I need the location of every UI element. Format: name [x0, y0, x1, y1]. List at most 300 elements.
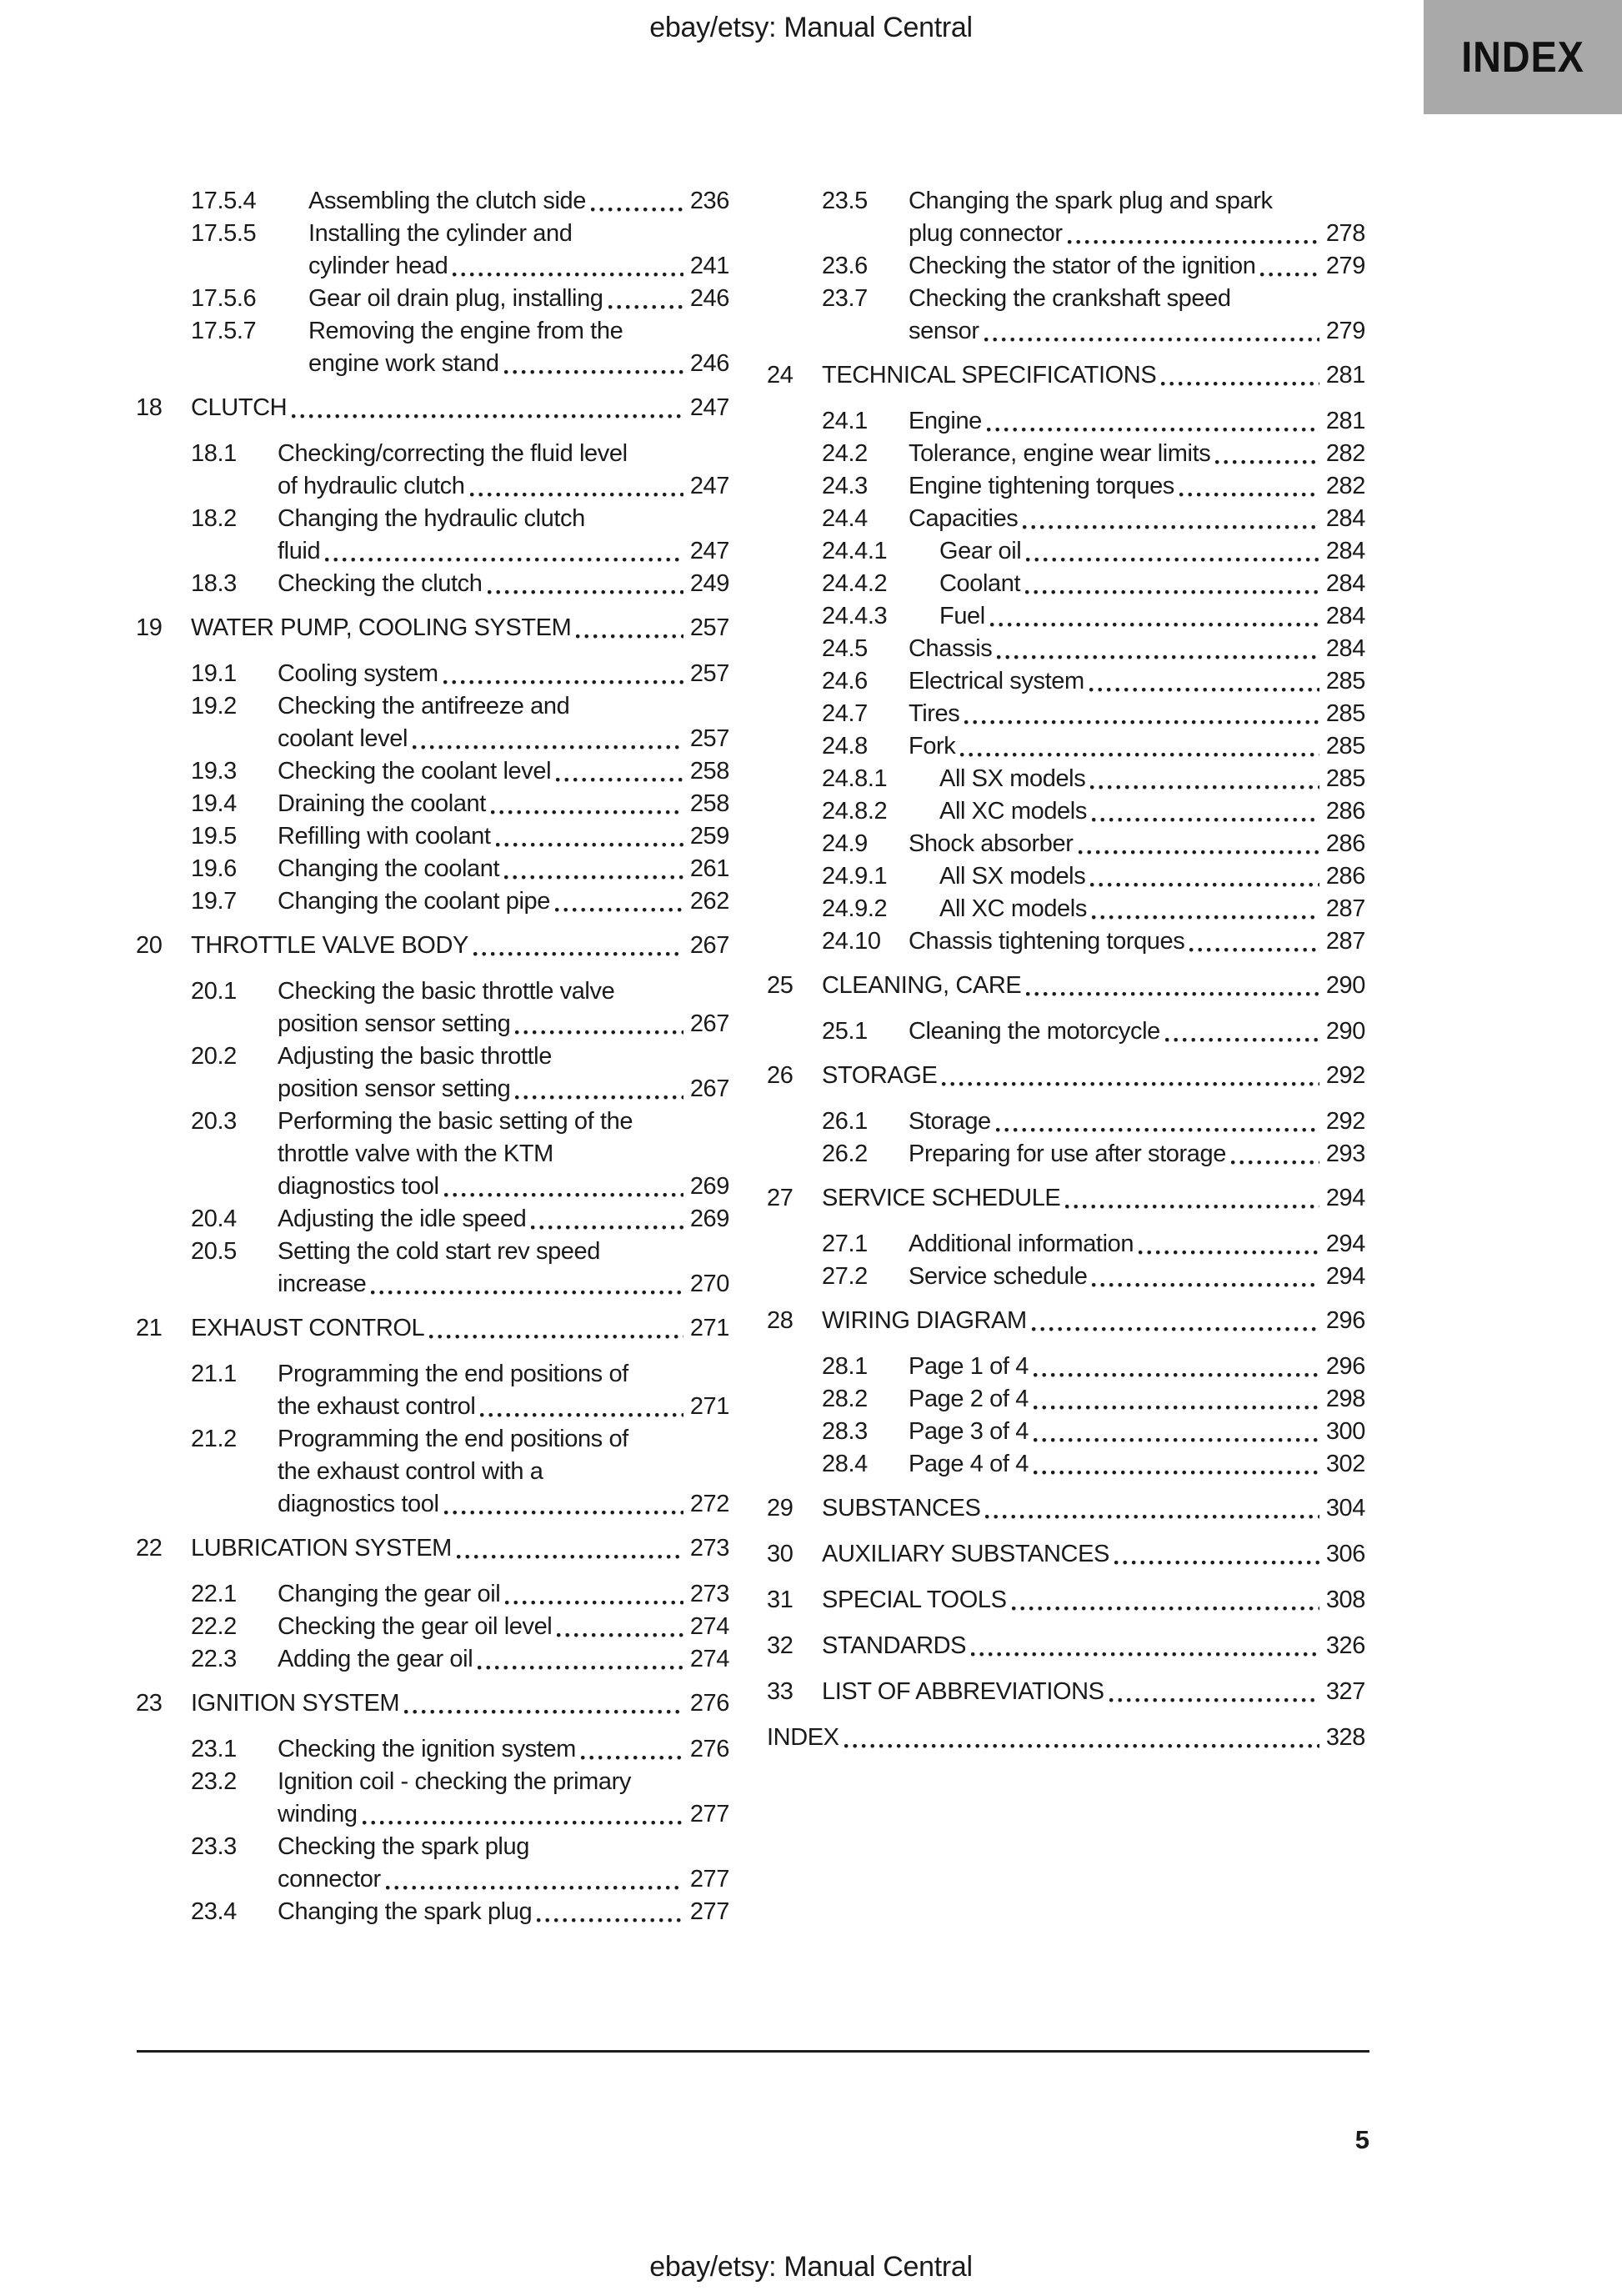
dot-leader	[997, 633, 1319, 665]
entry-last-line	[822, 1538, 1365, 1571]
entry-number: 27	[767, 1185, 793, 1211]
entry-number: 24.10	[822, 928, 881, 955]
toc-entry	[767, 1138, 1365, 1171]
dot-leader	[325, 535, 683, 568]
entry-page-number: 286	[1325, 798, 1365, 825]
toc-entry	[136, 503, 729, 568]
entry-title: Gear oil	[939, 538, 1022, 564]
entry-page-number: 271	[689, 1393, 729, 1420]
entry-last-line	[909, 730, 1365, 763]
toc-entry	[136, 1423, 729, 1521]
dot-leader	[470, 470, 683, 503]
entry-last-line	[909, 1448, 1365, 1481]
entry-last-line	[939, 568, 1365, 600]
entry-line: Checking the basic throttle valve	[278, 978, 615, 1005]
dot-leader	[515, 1008, 683, 1040]
toc-entry	[767, 1416, 1365, 1448]
toc-entry	[767, 1492, 1365, 1525]
entry-last-line	[909, 315, 1365, 348]
entry-body	[822, 1538, 1365, 1571]
entry-page-number: 285	[1325, 733, 1365, 759]
entry-number: 18.2	[191, 505, 237, 532]
entry-last-line	[822, 1182, 1365, 1215]
entry-last-line	[278, 1896, 729, 1928]
entry-body	[909, 1015, 1365, 1048]
entry-page-number: 285	[1325, 765, 1365, 792]
entry-number: 19.7	[191, 888, 237, 915]
dot-leader	[531, 1203, 683, 1236]
entry-number: 19	[136, 614, 163, 641]
entry-number: 24.9	[822, 830, 868, 857]
entry-last-line	[191, 392, 729, 424]
entry-line: Programming the end positions of	[278, 1426, 628, 1452]
dot-leader	[1032, 1305, 1319, 1337]
entry-last-line	[939, 795, 1365, 828]
toc-entry	[767, 1722, 1365, 1754]
entry-number: 24.4.3	[822, 603, 888, 629]
entry-title: SPECIAL TOOLS	[822, 1587, 1007, 1613]
entry-last-line	[278, 1733, 729, 1766]
entry-number: 23.4	[191, 1898, 237, 1925]
entry-page-number: 277	[689, 1898, 729, 1925]
entry-number: 30	[767, 1541, 793, 1567]
entry-body	[822, 1060, 1365, 1092]
entry-last-line	[191, 1532, 729, 1565]
entry-page-number: 261	[689, 855, 729, 882]
entry-body	[909, 283, 1365, 348]
toc-entry	[767, 1448, 1365, 1481]
toc-entry	[767, 1676, 1365, 1708]
toc-entry	[136, 1578, 729, 1611]
entry-title: Page 4 of 4	[909, 1451, 1029, 1477]
entry-title: STORAGE	[822, 1062, 938, 1089]
entry-number: 20.1	[191, 978, 237, 1005]
entry-title: Page 2 of 4	[909, 1386, 1029, 1412]
entry-last-line	[191, 1312, 729, 1345]
toc-entry	[767, 503, 1365, 535]
entry-body	[909, 185, 1365, 250]
dot-leader	[443, 658, 683, 690]
entry-last-line	[939, 893, 1365, 925]
entry-number: 26.2	[822, 1140, 868, 1167]
toc-entry	[136, 885, 729, 918]
entry-body	[767, 1722, 1365, 1754]
entry-body	[909, 1228, 1365, 1261]
entry-last-line	[822, 359, 1365, 392]
entry-body	[191, 392, 729, 424]
entry-body	[191, 1687, 729, 1720]
index-badge-label: INDEX	[1461, 33, 1584, 82]
toc-entry	[767, 665, 1365, 698]
entry-page-number: 257	[689, 614, 729, 641]
entry-number: 28.4	[822, 1451, 868, 1477]
entry-number: 24.6	[822, 668, 868, 694]
entry-last-line	[191, 612, 729, 644]
entry-page-number: 271	[689, 1315, 729, 1341]
entry-last-line	[909, 438, 1365, 470]
entry-last-line	[278, 1798, 729, 1831]
toc-entry	[136, 1040, 729, 1105]
entry-title: Checking the ignition system	[278, 1736, 576, 1762]
toc-entry	[767, 600, 1365, 633]
entry-number: 33	[767, 1678, 793, 1705]
entry-number: 22	[136, 1535, 163, 1562]
dot-leader	[591, 185, 683, 218]
entry-body	[909, 405, 1365, 438]
entry-title: THROTTLE VALVE BODY	[191, 932, 468, 959]
entry-last-line	[909, 1416, 1365, 1448]
entry-page-number: 247	[689, 473, 729, 499]
entry-number: 28	[767, 1307, 793, 1334]
entry-body	[278, 885, 729, 918]
entry-body	[278, 1203, 729, 1236]
entry-number: 17.5.6	[191, 285, 257, 312]
entry-body	[909, 1351, 1365, 1383]
dot-leader	[1090, 763, 1319, 795]
entry-title: connector	[278, 1866, 381, 1892]
entry-last-line	[278, 1268, 729, 1301]
entry-number: 19.2	[191, 693, 237, 719]
entry-number: 24.4.1	[822, 538, 888, 564]
entry-page-number: 277	[689, 1801, 729, 1827]
entry-title: Tires	[909, 700, 960, 727]
entry-body	[278, 1611, 729, 1643]
entry-page-number: 286	[1325, 830, 1365, 857]
footer-rule	[137, 2050, 1369, 2053]
entry-last-line	[278, 820, 729, 853]
entry-last-line	[278, 1643, 729, 1676]
toc-entry	[136, 1831, 729, 1896]
entry-title: Chassis	[909, 635, 993, 662]
entry-last-line	[278, 1171, 729, 1203]
dot-leader	[1025, 568, 1319, 600]
toc-entry	[136, 853, 729, 885]
dot-leader	[844, 1722, 1319, 1754]
entry-body	[909, 730, 1365, 763]
entry-last-line	[939, 860, 1365, 893]
entry-number: 24.4	[822, 505, 868, 532]
entry-body	[278, 1423, 729, 1521]
entry-number: 17.5.5	[191, 220, 257, 247]
entry-page-number: 241	[689, 253, 729, 279]
entry-title: Fuel	[939, 603, 985, 629]
entry-title: Changing the coolant	[278, 855, 500, 882]
dot-leader	[1079, 828, 1319, 860]
toc-entry	[136, 1766, 729, 1831]
entry-body	[278, 1831, 729, 1896]
entry-line: Setting the cold start rev speed	[278, 1238, 600, 1265]
entry-number: 21	[136, 1315, 163, 1341]
entry-line: Checking the antifreeze and	[278, 693, 570, 719]
entry-page-number: 272	[689, 1491, 729, 1517]
entry-title: increase	[278, 1271, 367, 1297]
entry-body	[822, 1584, 1365, 1617]
entry-title: All XC models	[939, 798, 1087, 825]
entry-page-number: 267	[689, 932, 729, 959]
entry-page-number: 282	[1325, 440, 1365, 467]
entry-title: All XC models	[939, 895, 1087, 922]
toc-entry	[767, 283, 1365, 348]
entry-page-number: 270	[689, 1271, 729, 1297]
dot-leader	[453, 250, 683, 283]
entry-number: 21.2	[191, 1426, 237, 1452]
entry-last-line	[278, 658, 729, 690]
entry-title: coolant level	[278, 725, 408, 752]
entry-number: 27.1	[822, 1231, 868, 1257]
dot-leader	[413, 723, 683, 755]
entry-page-number: 287	[1325, 928, 1365, 955]
entry-body	[278, 1236, 729, 1301]
entry-last-line	[191, 930, 729, 962]
entry-title: Adjusting the idle speed	[278, 1206, 527, 1232]
entry-title: Cooling system	[278, 660, 438, 687]
entry-title: Service schedule	[909, 1263, 1088, 1290]
entry-body	[939, 795, 1365, 828]
entry-last-line	[909, 1261, 1365, 1293]
entry-page-number: 279	[1325, 318, 1365, 344]
toc-entry	[136, 315, 729, 380]
entry-number: 24.8.2	[822, 798, 888, 825]
entry-last-line	[278, 788, 729, 820]
entry-last-line	[909, 470, 1365, 503]
entry-last-line	[308, 348, 729, 380]
entry-page-number: 236	[689, 188, 729, 214]
dot-leader	[504, 853, 683, 885]
entry-body	[822, 359, 1365, 392]
entry-title: Adding the gear oil	[278, 1646, 473, 1672]
entry-number: 18	[136, 394, 163, 421]
entry-body	[822, 970, 1365, 1002]
toc-entry	[767, 970, 1365, 1002]
entry-line: Adjusting the basic throttle	[278, 1043, 552, 1070]
entry-title: TECHNICAL SPECIFICATIONS	[822, 362, 1157, 389]
entry-page-number: 290	[1325, 1018, 1365, 1045]
entry-last-line	[822, 1305, 1365, 1337]
entry-page-number: 276	[689, 1690, 729, 1717]
entry-number: 27.2	[822, 1263, 868, 1290]
dot-leader	[1092, 893, 1319, 925]
dot-leader	[1139, 1228, 1319, 1261]
entry-title: Checking the gear oil level	[278, 1613, 553, 1640]
toc-entry	[136, 185, 729, 218]
dot-leader	[555, 885, 683, 918]
entry-number: 23	[136, 1690, 163, 1717]
entry-body	[278, 1578, 729, 1611]
entry-number: 24.1	[822, 408, 868, 434]
entry-number: 23.5	[822, 188, 868, 214]
toc-entry	[767, 1383, 1365, 1416]
entry-page-number: 257	[689, 660, 729, 687]
toc-entry	[136, 1532, 729, 1565]
entry-page-number: 294	[1325, 1231, 1365, 1257]
entry-page-number: 302	[1325, 1451, 1365, 1477]
dot-leader	[444, 1171, 683, 1203]
entry-last-line	[278, 1073, 729, 1105]
entry-body	[278, 690, 729, 755]
dot-leader	[971, 1630, 1319, 1662]
entry-number: 24.7	[822, 700, 868, 727]
toc-entry	[767, 185, 1365, 250]
dot-leader	[942, 1060, 1319, 1092]
entry-body	[939, 893, 1365, 925]
toc-entry	[767, 568, 1365, 600]
entry-last-line	[909, 1105, 1365, 1138]
dot-leader	[537, 1896, 683, 1928]
entry-page-number: 278	[1325, 220, 1365, 247]
entry-title: INDEX	[767, 1724, 839, 1751]
entry-title: the exhaust control	[278, 1393, 476, 1420]
entry-number: 23.6	[822, 253, 868, 279]
entry-last-line	[278, 535, 729, 568]
entry-title: Checking the clutch	[278, 570, 483, 597]
entry-page-number: 267	[689, 1010, 729, 1037]
dot-leader	[457, 1532, 683, 1565]
entry-line: Checking/correcting the fluid level	[278, 440, 628, 467]
dot-leader	[990, 600, 1319, 633]
entry-body	[278, 1358, 729, 1423]
entry-number: 20.3	[191, 1108, 237, 1135]
entry-last-line	[767, 1722, 1365, 1754]
toc-entry	[767, 470, 1365, 503]
toc-entry	[136, 568, 729, 600]
entry-last-line	[278, 755, 729, 788]
entry-body	[278, 1733, 729, 1766]
entry-body	[191, 930, 729, 962]
toc-entry	[136, 612, 729, 644]
dot-leader	[1165, 1015, 1319, 1048]
entry-title: Engine tightening torques	[909, 473, 1174, 499]
entry-body	[278, 658, 729, 690]
dot-leader	[496, 820, 683, 853]
entry-last-line	[278, 1391, 729, 1423]
entry-title: CLUTCH	[191, 394, 288, 421]
entry-body	[822, 1492, 1365, 1525]
dot-leader	[1231, 1138, 1319, 1171]
entry-number: 20.5	[191, 1238, 237, 1265]
dot-leader	[1161, 359, 1319, 392]
entry-title: Assembling the clutch side	[308, 188, 586, 214]
entry-number: 24	[767, 362, 793, 389]
entry-number: 19.1	[191, 660, 237, 687]
toc-entry	[136, 788, 729, 820]
entry-last-line	[909, 218, 1365, 250]
toc-entry	[767, 535, 1365, 568]
entry-last-line	[939, 535, 1365, 568]
entry-body	[909, 1105, 1365, 1138]
toc-entry	[767, 860, 1365, 893]
entry-body	[909, 1261, 1365, 1293]
entry-number: 24.3	[822, 473, 868, 499]
entry-title: Fork	[909, 733, 956, 759]
entry-line: Installing the cylinder and	[308, 220, 573, 247]
entry-title: position sensor setting	[278, 1010, 511, 1037]
entry-page-number: 328	[1325, 1724, 1365, 1751]
entry-body	[278, 820, 729, 853]
dot-leader	[1034, 1416, 1319, 1448]
entry-number: 25.1	[822, 1018, 868, 1045]
entry-page-number: 247	[689, 394, 729, 421]
entry-page-number: 300	[1325, 1418, 1365, 1445]
entry-page-number: 269	[689, 1206, 729, 1232]
toc-entry	[767, 1015, 1365, 1048]
entry-body	[822, 1182, 1365, 1215]
entry-title: Checking the stator of the ignition	[909, 253, 1256, 279]
entry-body	[939, 763, 1365, 795]
toc-entry	[767, 1182, 1365, 1215]
dot-leader	[557, 1611, 683, 1643]
entry-page-number: 284	[1325, 570, 1365, 597]
entry-last-line	[278, 1863, 729, 1896]
entry-body	[308, 315, 729, 380]
entry-page-number: 274	[689, 1646, 729, 1672]
entry-title: LIST OF ABBREVIATIONS	[822, 1678, 1104, 1705]
dot-leader	[1023, 503, 1319, 535]
entry-body	[909, 828, 1365, 860]
toc-entry	[136, 1105, 729, 1203]
toc-entry	[767, 925, 1365, 958]
entry-title: STANDARDS	[822, 1632, 967, 1659]
toc-entry	[767, 1228, 1365, 1261]
entry-page-number: 306	[1325, 1541, 1365, 1567]
entry-last-line	[278, 1488, 729, 1521]
entry-body	[278, 568, 729, 600]
dot-leader	[292, 392, 683, 424]
entry-page-number: 246	[689, 350, 729, 377]
entry-page-number: 304	[1325, 1495, 1365, 1521]
entry-number: 26.1	[822, 1108, 868, 1135]
entry-title: engine work stand	[308, 350, 499, 377]
entry-last-line	[909, 250, 1365, 283]
entry-number: 24.8	[822, 733, 868, 759]
entry-last-line	[308, 250, 729, 283]
dot-leader	[504, 348, 683, 380]
dot-leader	[996, 1105, 1319, 1138]
entry-title: Changing the coolant pipe	[278, 888, 550, 915]
entry-title: Gear oil drain plug, installing	[308, 285, 603, 312]
entry-number: 18.3	[191, 570, 237, 597]
toc-entry	[767, 359, 1365, 392]
entry-title: Storage	[909, 1108, 991, 1135]
entry-body	[278, 1896, 729, 1928]
dot-leader	[581, 1733, 683, 1766]
entry-number: 24.5	[822, 635, 868, 662]
footer-title: ebay/etsy: Manual Central	[649, 2251, 973, 2283]
entry-body	[939, 535, 1365, 568]
entry-line: Changing the hydraulic clutch	[278, 505, 585, 532]
entry-number: 24.2	[822, 440, 868, 467]
entry-body	[278, 788, 729, 820]
entry-page-number: 298	[1325, 1386, 1365, 1412]
entry-last-line	[909, 665, 1365, 698]
toc-entry	[767, 1584, 1365, 1617]
dot-leader	[1215, 438, 1319, 470]
entry-line: Checking the spark plug	[278, 1833, 529, 1860]
header-title: ebay/etsy: Manual Central	[649, 12, 973, 43]
entry-title: All SX models	[939, 765, 1086, 792]
entry-number: 20	[136, 932, 163, 959]
entry-line: Removing the engine from the	[308, 318, 623, 344]
toc-entry	[136, 438, 729, 503]
entry-last-line	[909, 1015, 1365, 1048]
entry-number: 25	[767, 972, 793, 999]
toc-entry	[136, 1733, 729, 1766]
entry-page-number: 276	[689, 1736, 729, 1762]
dot-leader	[1026, 535, 1319, 568]
entry-last-line	[278, 568, 729, 600]
toc-entry	[136, 1236, 729, 1301]
toc-entry	[136, 930, 729, 962]
entry-body	[191, 1532, 729, 1565]
